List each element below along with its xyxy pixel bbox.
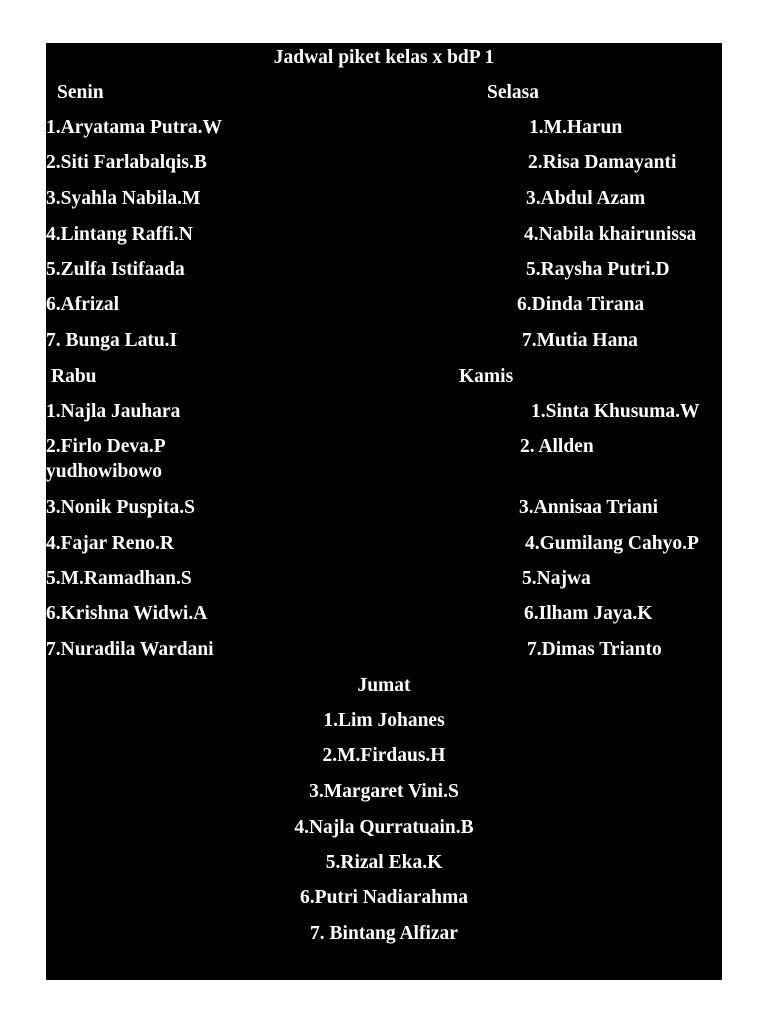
jumat-member: 4.Najla Qurratuain.B	[294, 817, 474, 838]
jumat-member: 3.Margaret Vini.S	[309, 781, 459, 802]
kamis-member: 5.Najwa	[522, 568, 591, 589]
selasa-member: 1.M.Harun	[529, 117, 623, 138]
rabu-member: 7.Nuradila Wardani	[46, 639, 214, 660]
rabu-member: 5.M.Ramadhan.S	[46, 568, 192, 589]
kamis-member: 3.Annisaa Triani	[519, 497, 659, 518]
day-heading-kamis: Kamis	[459, 366, 514, 387]
rabu-member: 3.Nonik Puspita.S	[46, 497, 196, 518]
jumat-member: 5.Rizal Eka.K	[325, 852, 443, 873]
kamis-member: 1.Sinta Khusuma.W	[531, 401, 700, 422]
kamis-member: 4.Gumilang Cahyo.P	[525, 533, 699, 554]
day-heading-selasa: Selasa	[487, 82, 540, 103]
jumat-member: 6.Putri Nadiarahma	[300, 887, 468, 908]
senin-member: 5.Zulfa Istifaada	[46, 259, 185, 280]
rabu-member: 4.Fajar Reno.R	[46, 533, 174, 554]
rabu-member: 6.Krishna Widwi.A	[46, 603, 208, 624]
senin-member: 2.Siti Farlabalqis.B	[46, 152, 207, 173]
rabu-member: 1.Najla Jauhara	[46, 401, 181, 422]
jumat-member: 2.M.Firdaus.H	[322, 745, 446, 766]
day-heading-senin: Senin	[57, 82, 104, 103]
jumat-member: 1.Lim Johanes	[323, 710, 445, 731]
senin-member: 1.Aryatama Putra.W	[46, 117, 223, 138]
selasa-member: 4.Nabila khairunissa	[524, 224, 697, 245]
rabu-member-continued: yudhowibowo	[46, 461, 162, 482]
senin-member: 7. Bunga Latu.I	[46, 330, 178, 351]
day-heading-jumat: Jumat	[357, 675, 411, 696]
jumat-member: 7. Bintang Alfizar	[310, 923, 458, 944]
senin-member: 4.Lintang Raffi.N	[46, 224, 193, 245]
selasa-member: 6.Dinda Tirana	[517, 294, 645, 315]
page-title: Jadwal piket kelas x bdP 1	[273, 47, 495, 68]
senin-member: 6.Afrizal	[46, 294, 120, 315]
kamis-member: 7.Dimas Trianto	[527, 639, 662, 660]
selasa-member: 2.Risa Damayanti	[528, 152, 677, 173]
senin-member: 3.Syahla Nabila.M	[46, 188, 201, 209]
selasa-member: 3.Abdul Azam	[526, 188, 646, 209]
selasa-member: 7.Mutia Hana	[522, 330, 638, 351]
selasa-member: 5.Raysha Putri.D	[526, 259, 670, 280]
kamis-member: 6.Ilham Jaya.K	[524, 603, 653, 624]
kamis-member: 2. Allden	[520, 436, 594, 457]
rabu-member: 2.Firlo Deva.P	[46, 436, 166, 457]
day-heading-rabu: Rabu	[51, 366, 97, 387]
piket-schedule-sheet	[46, 43, 722, 980]
